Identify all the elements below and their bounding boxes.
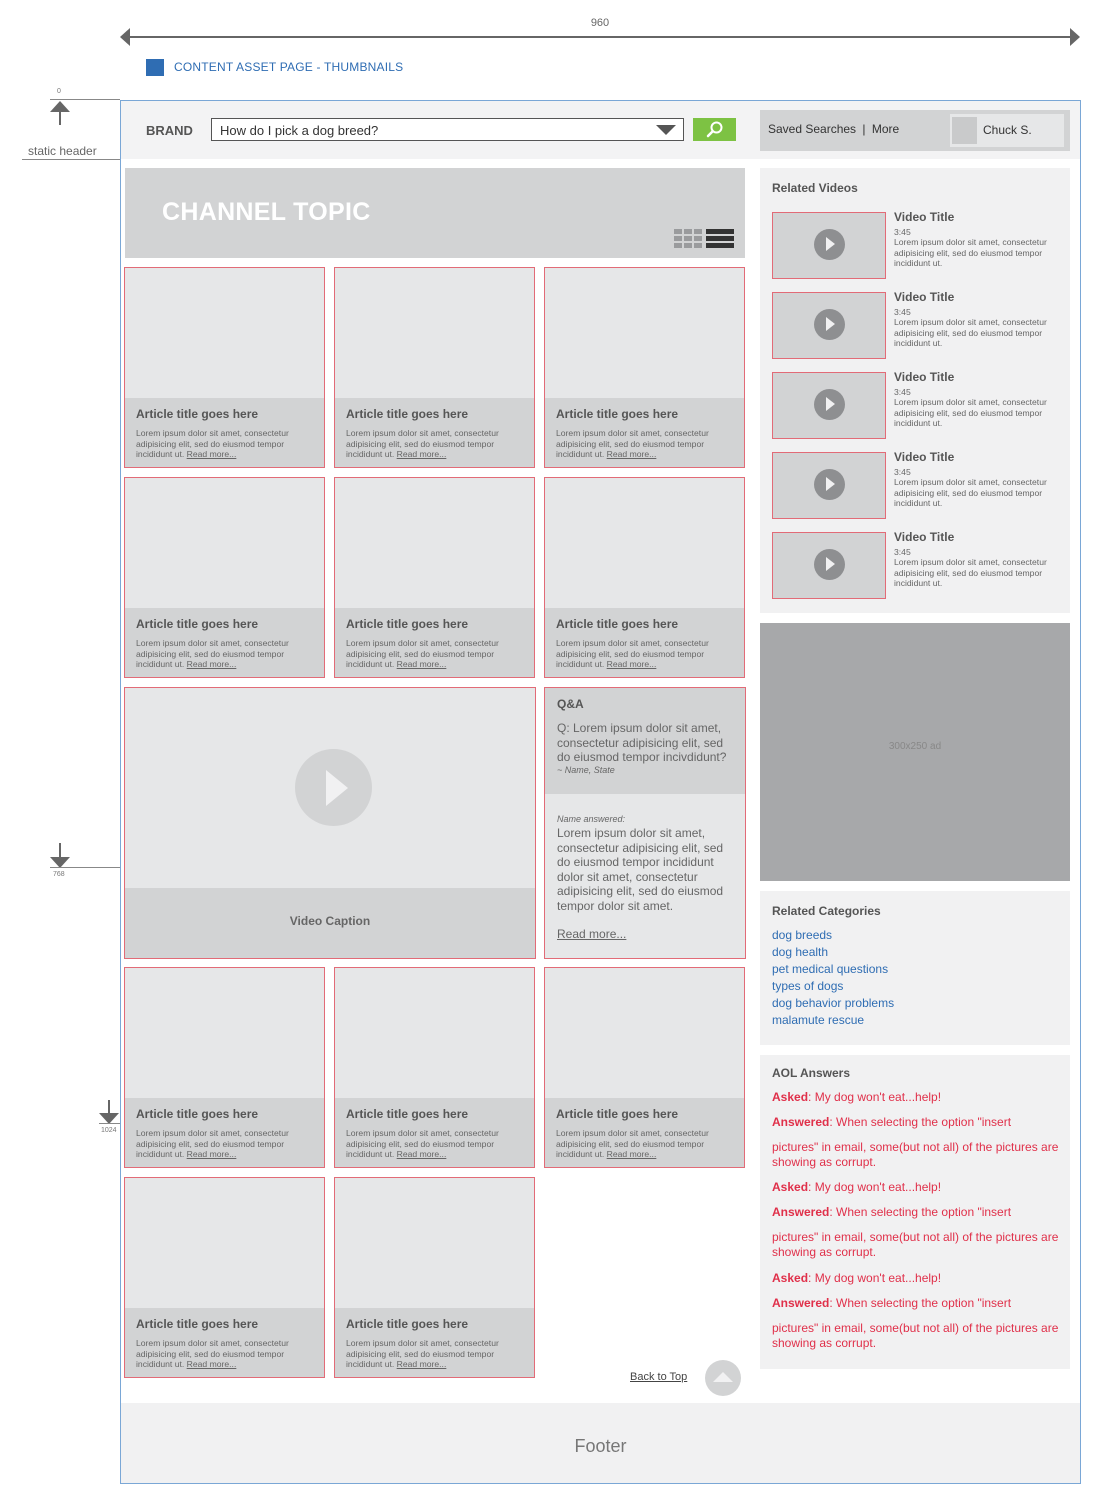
- video-thumbnail[interactable]: [772, 212, 886, 279]
- play-icon: [814, 389, 845, 420]
- answer-entry[interactable]: [772, 1230, 1062, 1260]
- article-excerpt: [556, 1128, 736, 1160]
- marker-768-label: 768: [53, 871, 65, 878]
- search-button[interactable]: [693, 118, 736, 141]
- article-card-body: [125, 398, 324, 467]
- article-excerpt-text: Lorem ipsum dolor sit amet, consectetur adipisicing elit, sed do eiusmod tempor incididunt ut.: [136, 1128, 289, 1159]
- article-excerpt-text: Lorem ipsum dolor sit amet, consectetur adipisicing elit, sed do eiusmod tempor incididunt ut.: [556, 638, 709, 669]
- marker-1024-label: 1024: [101, 1127, 117, 1134]
- user-panel: [760, 110, 1070, 151]
- article-card[interactable]: [334, 1177, 535, 1378]
- answer-entry[interactable]: [772, 1140, 1062, 1170]
- entry-text: : My dog won't eat...help!: [808, 1180, 942, 1194]
- article-card-body: [335, 398, 534, 467]
- video-description: Lorem ipsum dolor sit amet, consectetur adipisicing elit, sed do eiusmod tempor incididunt ut.: [894, 397, 1047, 428]
- video-title[interactable]: Video Title: [894, 210, 955, 224]
- marker-0-line: [50, 99, 120, 100]
- related-video-item[interactable]: [772, 372, 1062, 442]
- video-description: Lorem ipsum dolor sit amet, consectetur adipisicing elit, sed do eiusmod tempor incididunt ut.: [894, 237, 1047, 268]
- video-title[interactable]: Video Title: [894, 370, 955, 384]
- article-title[interactable]: Article title goes here: [136, 407, 259, 421]
- read-more-link[interactable]: Read more...: [186, 1149, 237, 1159]
- video-duration: 3:45: [894, 547, 911, 557]
- play-triangle: [826, 397, 835, 411]
- article-excerpt-text: Lorem ipsum dolor sit amet, consectetur adipisicing elit, sed do eiusmod tempor incididunt ut.: [556, 428, 709, 459]
- article-excerpt-text: Lorem ipsum dolor sit amet, consectetur adipisicing elit, sed do eiusmod tempor incididunt ut.: [556, 1128, 709, 1159]
- page-title-marker: [146, 59, 164, 76]
- article-card-body: [125, 1098, 324, 1167]
- article-card[interactable]: [544, 267, 745, 468]
- answer-entry[interactable]: [772, 1180, 1062, 1195]
- article-excerpt-text: Lorem ipsum dolor sit amet, consectetur adipisicing elit, sed do eiusmod tempor incididunt ut.: [136, 1338, 289, 1369]
- article-excerpt-text: Lorem ipsum dolor sit amet, consectetur adipisicing elit, sed do eiusmod tempor incididunt ut.: [346, 1338, 499, 1369]
- play-icon[interactable]: [295, 749, 372, 826]
- answer-entry[interactable]: [772, 1090, 1062, 1105]
- read-more-link[interactable]: Read more...: [186, 659, 237, 669]
- read-more-link[interactable]: Read more...: [606, 449, 657, 459]
- video-duration: 3:45: [894, 307, 911, 317]
- category-link[interactable]: pet medical questions: [772, 962, 889, 976]
- footer-label: Footer: [574, 1436, 627, 1456]
- article-card[interactable]: [124, 267, 325, 468]
- video-description: Lorem ipsum dolor sit amet, consectetur adipisicing elit, sed do eiusmod tempor incididunt ut.: [894, 477, 1047, 508]
- related-video-item[interactable]: [772, 292, 1062, 362]
- related-categories-heading: Related Categories: [772, 904, 881, 918]
- qa-asker: ~ Name, State: [557, 765, 615, 775]
- article-card[interactable]: [124, 1177, 325, 1378]
- channel-banner: [125, 168, 745, 258]
- article-title[interactable]: Article title goes here: [556, 407, 679, 421]
- article-card[interactable]: [124, 967, 325, 1168]
- answer-entry[interactable]: [772, 1115, 1062, 1130]
- category-link[interactable]: dog behavior problems: [772, 996, 895, 1010]
- article-excerpt-text: Lorem ipsum dolor sit amet, consectetur adipisicing elit, sed do eiusmod tempor incididunt ut.: [136, 428, 289, 459]
- related-video-item[interactable]: [772, 452, 1062, 522]
- related-video-item[interactable]: [772, 532, 1062, 602]
- read-more-link[interactable]: Read more...: [396, 449, 447, 459]
- article-excerpt: [136, 428, 316, 460]
- video-caption-bar: [125, 888, 535, 958]
- answer-entry[interactable]: [772, 1321, 1062, 1351]
- related-videos-panel: [760, 168, 1070, 613]
- article-card[interactable]: [334, 967, 535, 1168]
- article-title[interactable]: Article title goes here: [136, 617, 259, 631]
- article-card[interactable]: [334, 477, 535, 678]
- article-card-body: [125, 1308, 324, 1377]
- marker-0-stem: [59, 110, 61, 125]
- entry-text: : When selecting the option "insert: [829, 1296, 1012, 1310]
- marker-1024-line: [99, 1123, 121, 1124]
- video-thumbnail[interactable]: [772, 372, 886, 439]
- aol-answers-panel: [760, 1055, 1070, 1369]
- play-triangle: [826, 557, 835, 571]
- video-thumbnail[interactable]: [772, 292, 886, 359]
- article-excerpt: [136, 1128, 316, 1160]
- article-title[interactable]: Article title goes here: [136, 1317, 259, 1331]
- static-header-label: static header: [28, 144, 97, 158]
- featured-video[interactable]: [124, 687, 536, 959]
- article-excerpt-text: Lorem ipsum dolor sit amet, consectetur adipisicing elit, sed do eiusmod tempor incididunt ut.: [136, 638, 289, 669]
- search-input[interactable]: [211, 118, 684, 141]
- article-title[interactable]: Article title goes here: [136, 1107, 259, 1121]
- list-view-icon[interactable]: [706, 229, 734, 248]
- play-triangle: [826, 237, 835, 251]
- play-icon: [814, 469, 845, 500]
- article-card-body: [335, 1098, 534, 1167]
- marker-768-line: [50, 867, 120, 868]
- article-excerpt: [346, 428, 526, 460]
- entry-label: Asked: [772, 1090, 809, 1104]
- entry-label: Asked: [772, 1271, 809, 1285]
- related-categories-panel: [760, 891, 1070, 1045]
- read-more-link[interactable]: Read more...: [606, 659, 657, 669]
- read-more-link[interactable]: Read more...: [606, 1149, 657, 1159]
- qa-read-more-link[interactable]: Read more...: [557, 927, 627, 941]
- article-title[interactable]: Article title goes here: [346, 1107, 469, 1121]
- play-triangle: [826, 317, 835, 331]
- marker-768-stem: [59, 843, 61, 858]
- width-dimension-label: 960: [590, 17, 610, 29]
- entry-text: : My dog won't eat...help!: [808, 1090, 942, 1104]
- entry-label: Asked: [772, 1180, 809, 1194]
- article-card-body: [125, 608, 324, 677]
- article-excerpt: [136, 1338, 316, 1370]
- article-card[interactable]: [544, 967, 745, 1168]
- article-card[interactable]: [334, 267, 535, 468]
- play-triangle: [826, 477, 835, 491]
- related-videos-heading: Related Videos: [772, 181, 858, 195]
- width-dimension-line: [128, 36, 1072, 38]
- video-title[interactable]: Video Title: [894, 530, 955, 544]
- site-footer: [121, 1403, 1080, 1483]
- read-more-link[interactable]: Read more...: [186, 1359, 237, 1369]
- entry-text: : When selecting the option "insert: [829, 1205, 1012, 1219]
- search-input-value: How do I pick a dog breed?: [220, 123, 379, 138]
- video-thumbnail[interactable]: [772, 452, 886, 519]
- article-excerpt-text: Lorem ipsum dolor sit amet, consectetur adipisicing elit, sed do eiusmod tempor incididunt ut.: [346, 638, 499, 669]
- article-excerpt: [346, 1128, 526, 1160]
- article-card[interactable]: [124, 477, 325, 678]
- article-card-body: [545, 608, 744, 677]
- more-link[interactable]: More: [871, 122, 900, 136]
- play-icon: [814, 229, 845, 260]
- qa-module: [544, 687, 746, 959]
- play-triangle: [326, 770, 348, 806]
- answer-entry[interactable]: [772, 1296, 1062, 1311]
- article-card-body: [335, 608, 534, 677]
- user-menu[interactable]: [950, 114, 1064, 147]
- article-title[interactable]: Article title goes here: [346, 407, 469, 421]
- back-to-top-link[interactable]: Back to Top: [630, 1371, 688, 1383]
- category-link[interactable]: dog breeds: [772, 928, 833, 942]
- qa-answer: Lorem ipsum dolor sit amet, consectetur adipisicing elit, sed do eiusmod tempor incididunt dolor sit amet, consectetur adipisicing elit, sed do eiusmod tempor dolor sit amet.: [557, 826, 724, 913]
- answer-entry[interactable]: [772, 1271, 1062, 1286]
- article-card[interactable]: [544, 477, 745, 678]
- video-caption: Video Caption: [289, 914, 371, 928]
- links-separator: |: [862, 122, 866, 136]
- video-title[interactable]: Video Title: [894, 290, 955, 304]
- channel-title: CHANNEL TOPIC: [162, 198, 371, 226]
- article-excerpt-text: Lorem ipsum dolor sit amet, consectetur adipisicing elit, sed do eiusmod tempor incididunt ut.: [346, 1128, 499, 1159]
- aol-answers-heading: AOL Answers: [772, 1066, 851, 1080]
- category-link[interactable]: malamute rescue: [772, 1013, 865, 1027]
- category-link[interactable]: types of dogs: [772, 979, 844, 993]
- entry-text: pictures" in email, some(but not all) of the pictures are showing as corrupt.: [772, 1321, 1059, 1350]
- entry-text: pictures" in email, some(but not all) of the pictures are showing as corrupt.: [772, 1230, 1059, 1259]
- article-title[interactable]: Article title goes here: [346, 617, 469, 631]
- qa-question: Q: Lorem ipsum dolor sit amet, consectetur adipisicing elit, sed do eiusmod tempor incivdidunt?: [557, 721, 727, 764]
- entry-text: : My dog won't eat...help!: [808, 1271, 942, 1285]
- article-excerpt: [346, 1338, 526, 1370]
- article-excerpt: [556, 428, 736, 460]
- article-title[interactable]: Article title goes here: [346, 1317, 469, 1331]
- answer-entry[interactable]: [772, 1205, 1062, 1220]
- entry-text: : When selecting the option "insert: [829, 1115, 1012, 1129]
- entry-label: Answered: [772, 1115, 830, 1129]
- account-links: [768, 122, 899, 136]
- grid-view-icon[interactable]: [674, 229, 702, 248]
- read-more-link[interactable]: Read more...: [396, 1359, 447, 1369]
- width-arrow-right: [1070, 28, 1080, 46]
- qa-heading: Q&A: [557, 697, 584, 711]
- article-excerpt: [346, 638, 526, 670]
- back-to-top-icon[interactable]: [705, 1360, 741, 1396]
- video-duration: 3:45: [894, 387, 911, 397]
- dropdown-caret-icon[interactable]: [656, 125, 676, 135]
- entry-text: pictures" in email, some(but not all) of the pictures are showing as corrupt.: [772, 1140, 1059, 1169]
- brand-logo[interactable]: BRAND: [146, 123, 193, 138]
- video-description: Lorem ipsum dolor sit amet, consectetur adipisicing elit, sed do eiusmod tempor incididunt ut.: [894, 557, 1047, 588]
- qa-answered-label: Name answered:: [557, 814, 626, 824]
- article-title[interactable]: Article title goes here: [556, 1107, 679, 1121]
- saved-searches-link[interactable]: Saved Searches: [768, 122, 857, 136]
- article-card-body: [545, 1098, 744, 1167]
- article-excerpt: [136, 638, 316, 670]
- category-link[interactable]: dog health: [772, 945, 829, 959]
- video-duration: 3:45: [894, 227, 911, 237]
- article-excerpt: [556, 638, 736, 670]
- related-video-item[interactable]: [772, 212, 1062, 282]
- play-icon: [814, 309, 845, 340]
- video-duration: 3:45: [894, 467, 911, 477]
- video-title[interactable]: Video Title: [894, 450, 955, 464]
- page-title: CONTENT ASSET PAGE - THUMBNAILS: [174, 60, 404, 74]
- qa-question-block: [545, 688, 745, 794]
- read-more-link[interactable]: Read more...: [396, 659, 447, 669]
- video-thumbnail[interactable]: [772, 532, 886, 599]
- up-arrow-icon: [713, 1372, 733, 1382]
- play-icon: [814, 549, 845, 580]
- entry-label: Answered: [772, 1296, 830, 1310]
- static-header-line: [22, 159, 121, 160]
- read-more-link[interactable]: Read more...: [186, 449, 237, 459]
- read-more-link[interactable]: Read more...: [396, 1149, 447, 1159]
- article-excerpt-text: Lorem ipsum dolor sit amet, consectetur adipisicing elit, sed do eiusmod tempor incididunt ut.: [346, 428, 499, 459]
- marker-0-label: 0: [57, 88, 61, 95]
- search-icon: [693, 118, 736, 141]
- ad-label: 300x250 ad: [888, 741, 942, 752]
- ad-slot[interactable]: [760, 623, 1070, 881]
- entry-label: Answered: [772, 1205, 830, 1219]
- user-name: Chuck S.: [983, 123, 1032, 137]
- article-card-body: [335, 1308, 534, 1377]
- video-description: Lorem ipsum dolor sit amet, consectetur adipisicing elit, sed do eiusmod tempor incididunt ut.: [894, 317, 1047, 348]
- article-title[interactable]: Article title goes here: [556, 617, 679, 631]
- article-card-body: [545, 398, 744, 467]
- avatar: [952, 117, 977, 144]
